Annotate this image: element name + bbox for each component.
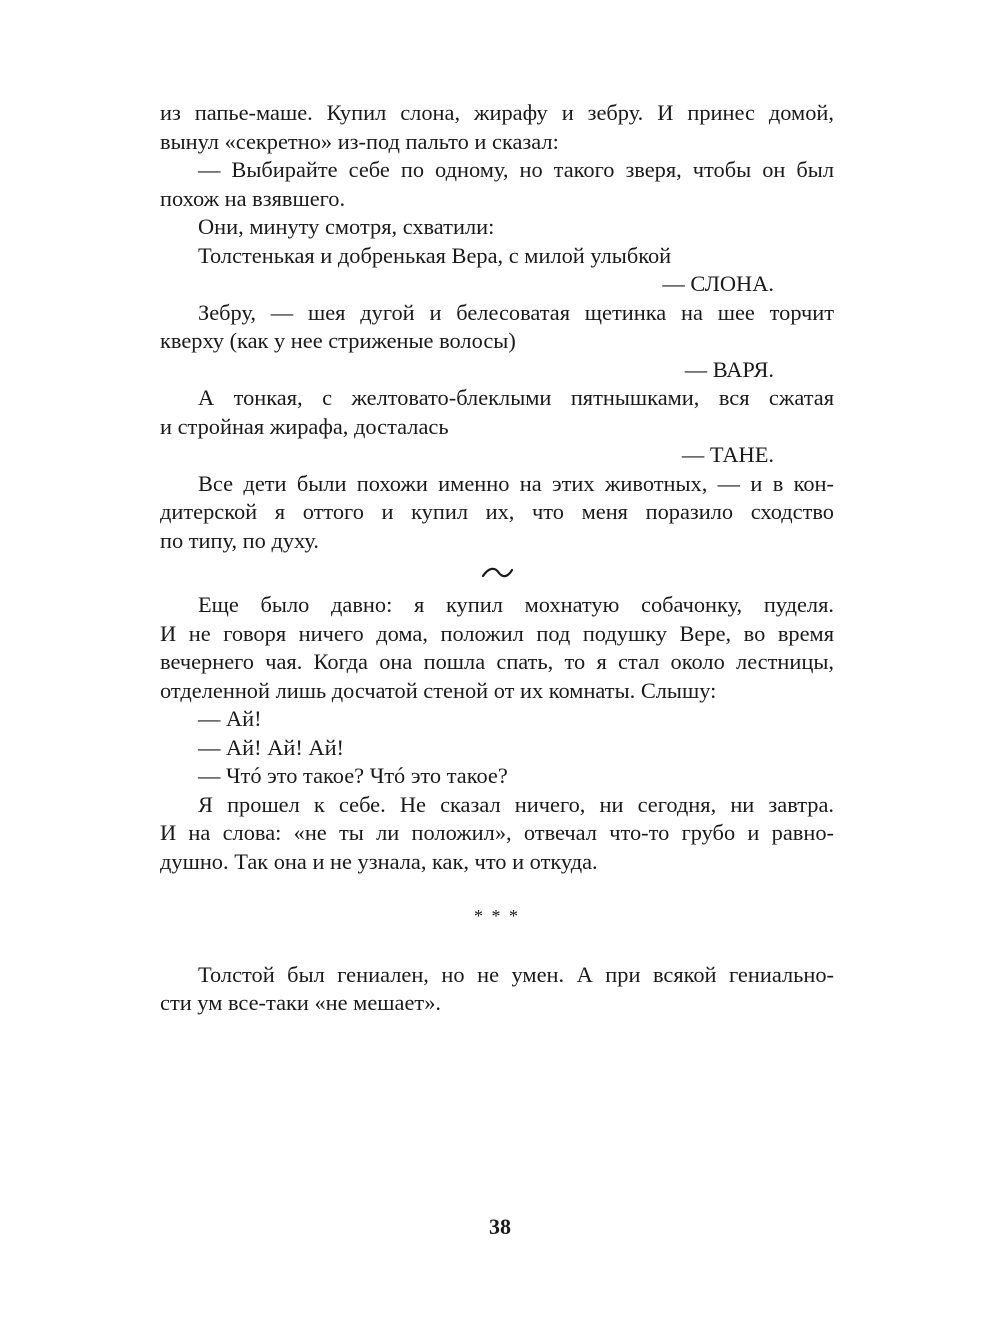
text-line: вынул «секретно» из-под пальто и сказал: <box>160 128 559 154</box>
paragraph <box>160 470 834 556</box>
page-number: 38 <box>489 1214 511 1239</box>
text-line: Еще было давно: я купил мохнатую собачонку, пуделя. <box>198 592 834 617</box>
paragraph: Толстенькая и добренькая Вера, с милой улыбкой <box>198 242 672 268</box>
text-line: сти ум все-таки «не мешает». <box>160 990 441 1015</box>
section-break-stars: * * * <box>474 906 520 926</box>
text-line: Толстой был гениален, но не умен. А при всякой гениально- <box>198 961 834 987</box>
dialogue-line: — Ай! Ай! Ай! <box>198 734 345 760</box>
text-line: Зебру, — шея дугой и белесоватая щетинка на шее торчит <box>198 299 834 325</box>
text-line: и стройная жирафа, досталась <box>160 413 449 439</box>
text-line: дитерской я оттого и купил их, что меня поразило сходство <box>160 499 834 524</box>
paragraph: Они, минуту смотря, схватили: <box>198 214 495 239</box>
aside-answer: — ТАНЕ. <box>681 442 774 467</box>
tilde-ornament-icon <box>160 561 834 587</box>
text-line: — Выбирайте себе по одному, но такого зверя, чтобы он был <box>198 157 834 182</box>
text-line: И на слова: «не ты ли положил», отвечал что-то грубо и равно- <box>160 820 834 845</box>
text-line: из папье-маше. Купил слона, жирафу и зебру. И принес домой, <box>160 100 834 125</box>
text-line: Все дети были похожи именно на этих животных, — и в кон- <box>198 470 834 496</box>
dialogue-line: — Ай! <box>198 706 262 731</box>
aside-answer: — СЛОНА. <box>662 271 774 296</box>
paragraph <box>160 99 834 156</box>
text-line: душно. Так она и не узнала, как, что и откуда. <box>160 848 598 874</box>
text-line: кверху (как у нее стриженые волосы) <box>160 328 516 353</box>
paragraph <box>160 156 834 213</box>
aside-answer: — ВАРЯ. <box>684 356 774 382</box>
dialogue-line: — Чтó это такое? Чтó это такое? <box>198 763 508 788</box>
text-line: А тонкая, с желтовато-блеклыми пятнышками, вся сжатая <box>198 385 834 410</box>
paragraph <box>160 791 834 877</box>
text-line: Я прошел к себе. Не сказал ничего, ни сегодня, ни завтра. <box>198 791 834 817</box>
text-line: по типу, по духу. <box>160 527 319 553</box>
paragraph <box>160 961 834 1018</box>
text-line: отделенной лишь досчатой стеной от их комнаты. Слышу: <box>160 677 717 703</box>
text-line: похож на взявшего. <box>160 185 346 211</box>
paragraph <box>160 299 834 356</box>
text-line: вечернего чая. Когда она пошла спать, то я стал около лестницы, <box>160 649 834 674</box>
paragraph <box>160 591 834 705</box>
text-line: И не говоря ничего дома, положил под подушку Вере, во время <box>160 620 834 646</box>
paragraph <box>160 384 834 441</box>
page-text <box>160 99 834 1018</box>
